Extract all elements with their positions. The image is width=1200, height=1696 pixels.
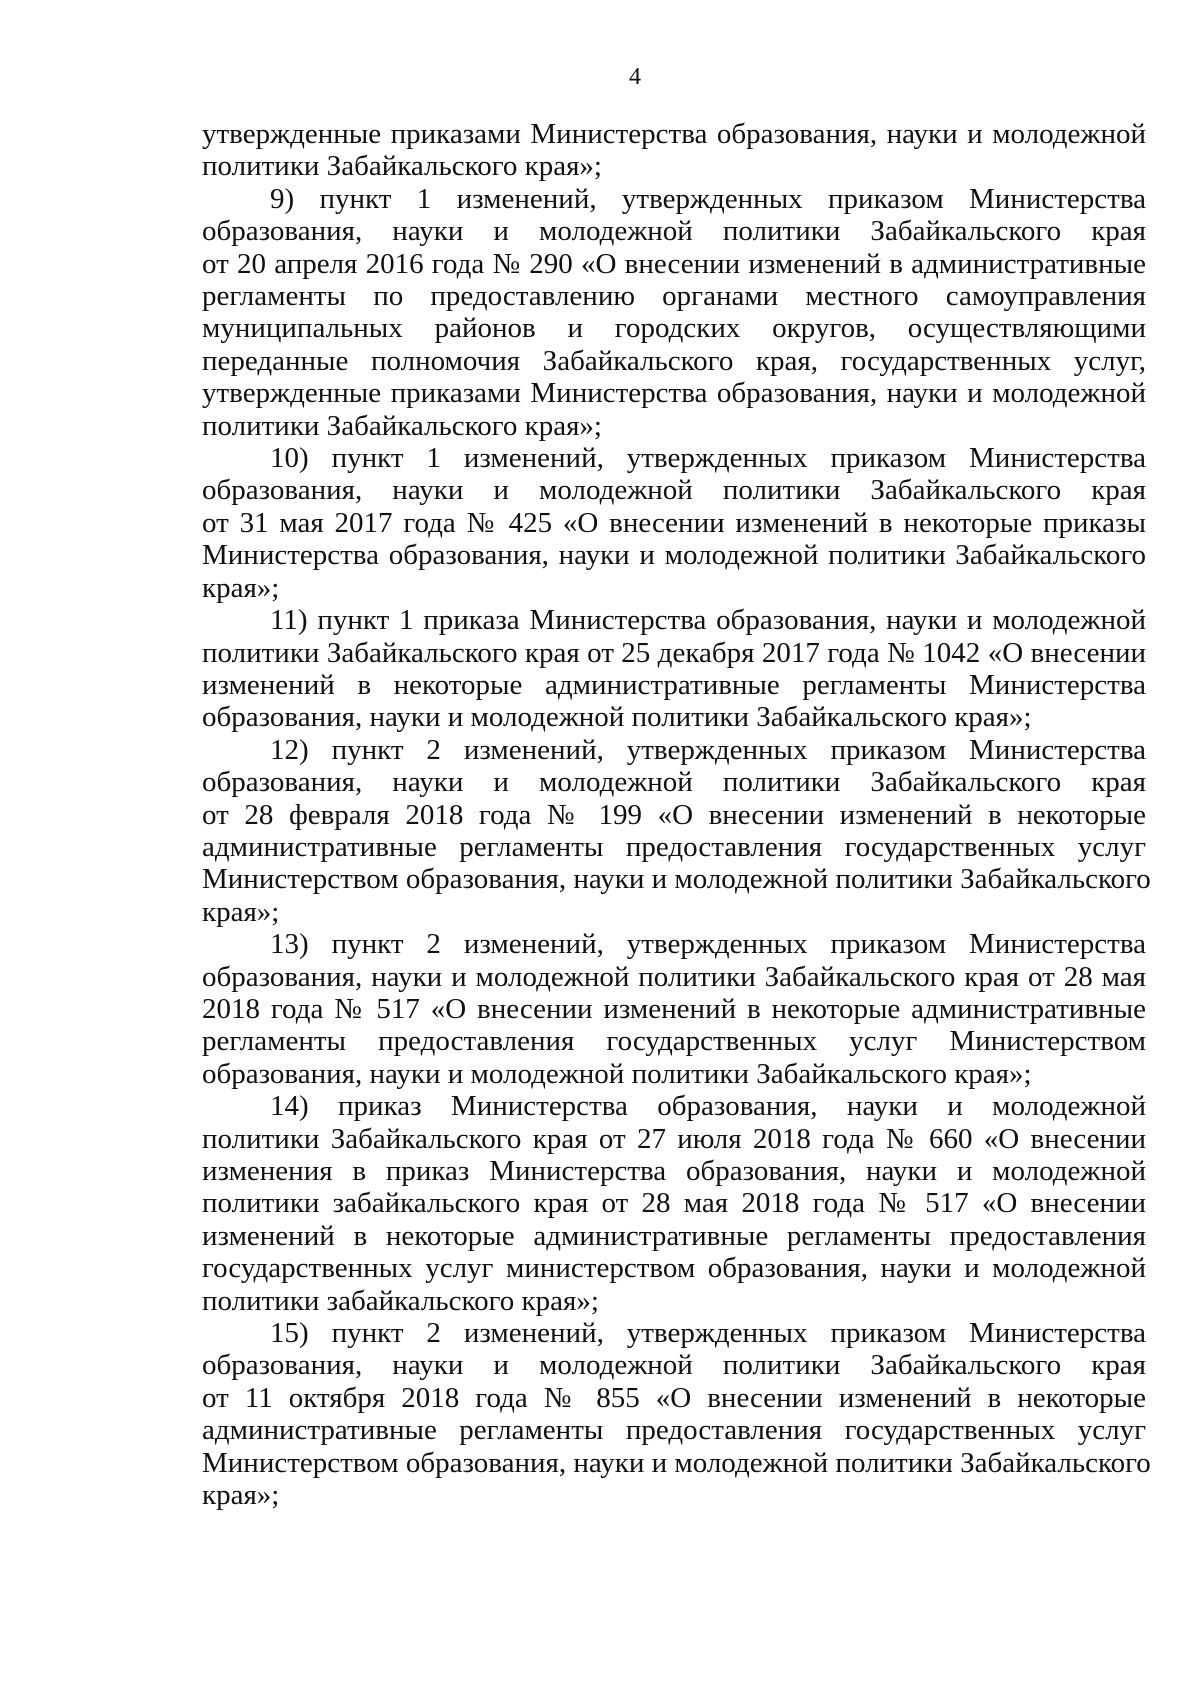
- text-line: регламенты по предоставлению органами местного самоуправления: [202, 280, 1146, 313]
- text-line: административные регламенты предоставления государственных услуг: [202, 830, 1146, 863]
- text-line: края»;: [202, 895, 280, 928]
- list-item-paragraph: [202, 442, 1146, 604]
- text-line: края»;: [202, 1479, 280, 1512]
- text-line: политики Забайкальского края»;: [202, 409, 602, 442]
- list-item-paragraph: [202, 604, 1146, 734]
- text-line: утвержденные приказами Министерства образования, науки и молодежной: [202, 118, 1146, 150]
- text-line: утвержденные приказами Министерства образования, науки и молодежной: [202, 377, 1146, 410]
- text-line: образования, науки и молодежной политики Забайкальского края: [202, 1349, 1146, 1382]
- text-line: изменения в приказ Министерства образования, науки и молодежной: [202, 1155, 1146, 1187]
- text-line: государственных услуг министерством образования, науки и молодежной: [202, 1252, 1146, 1285]
- text-line: Министерства образования, науки и молодежной политики Забайкальского: [202, 539, 1146, 572]
- document-body: [202, 118, 1151, 1512]
- text-line: образования, науки и молодежной политики Забайкальского края»;: [202, 1057, 1032, 1090]
- list-item-paragraph: [202, 733, 1151, 928]
- text-line: переданные полномочия Забайкальского края, государственных услуг,: [202, 344, 1146, 377]
- list-item-paragraph: [202, 1317, 1151, 1512]
- text-line: образования, науки и молодежной политики Забайкальского края: [202, 474, 1146, 507]
- text-line: политики Забайкальского края от 27 июля 2018 года № 660 «О внесении: [202, 1122, 1146, 1155]
- text-line: регламенты предоставления государственных услуг Министерством: [202, 1025, 1146, 1058]
- text-line: от 11 октября 2018 года № 855 «О внесении изменений в некоторые: [202, 1381, 1146, 1414]
- list-item-paragraph: [202, 928, 1146, 1090]
- text-line: края»;: [202, 571, 280, 604]
- text-line: политики забайкальского края от 28 мая 2018 года № 517 «О внесении: [202, 1187, 1146, 1220]
- text-line: муниципальных районов и городских округов, осуществляющими: [202, 312, 1146, 345]
- text-line: 14) приказ Министерства образования, науки и молодежной: [270, 1090, 1146, 1123]
- text-line: образования, науки и молодежной политики Забайкальского края от 28 мая: [202, 960, 1146, 993]
- text-line: изменений в некоторые административные регламенты предоставления: [202, 1219, 1146, 1252]
- text-line: политики Забайкальского края от 25 декабря 2017 года № 1042 «О внесении: [202, 636, 1146, 669]
- text-line: 11) пункт 1 приказа Министерства образования, науки и молодежной: [270, 604, 1146, 637]
- text-line: от 20 апреля 2016 года № 290 «О внесении изменений в административные: [202, 247, 1146, 280]
- continuation-paragraph: [202, 118, 1146, 183]
- text-line: образования, науки и молодежной политики Забайкальского края: [202, 215, 1146, 248]
- text-line: 13) пункт 2 изменений, утвержденных приказом Министерства: [270, 928, 1146, 961]
- text-line: 10) пункт 1 изменений, утвержденных приказом Министерства: [270, 442, 1146, 475]
- text-line: от 28 февраля 2018 года № 199 «О внесении изменений в некоторые: [202, 798, 1146, 831]
- text-line: 15) пункт 2 изменений, утвержденных приказом Министерства: [270, 1317, 1146, 1350]
- text-line: административные регламенты предоставления государственных услуг: [202, 1414, 1146, 1447]
- text-line: образования, науки и молодежной политики Забайкальского края»;: [202, 701, 1032, 734]
- text-line: политики забайкальского края»;: [202, 1284, 599, 1317]
- text-line: образования, науки и молодежной политики Забайкальского края: [202, 766, 1146, 799]
- page-number: 4: [629, 64, 641, 90]
- text-line: Министерством образования, науки и молодежной политики Забайкальского: [202, 863, 1151, 896]
- text-line: политики Забайкальского края»;: [202, 150, 602, 183]
- text-line: от 31 мая 2017 года № 425 «О внесении изменений в некоторые приказы: [202, 506, 1146, 539]
- text-line: Министерством образования, науки и молодежной политики Забайкальского: [202, 1446, 1151, 1479]
- text-line: 9) пункт 1 изменений, утвержденных приказом Министерства: [270, 182, 1146, 215]
- text-line: 2018 года № 517 «О внесении изменений в некоторые административные: [202, 992, 1146, 1025]
- text-line: изменений в некоторые административные регламенты Министерства: [202, 668, 1146, 701]
- list-item-paragraph: [202, 1090, 1146, 1317]
- list-item-paragraph: [202, 183, 1146, 442]
- text-line: 12) пункт 2 изменений, утвержденных приказом Министерства: [270, 733, 1146, 766]
